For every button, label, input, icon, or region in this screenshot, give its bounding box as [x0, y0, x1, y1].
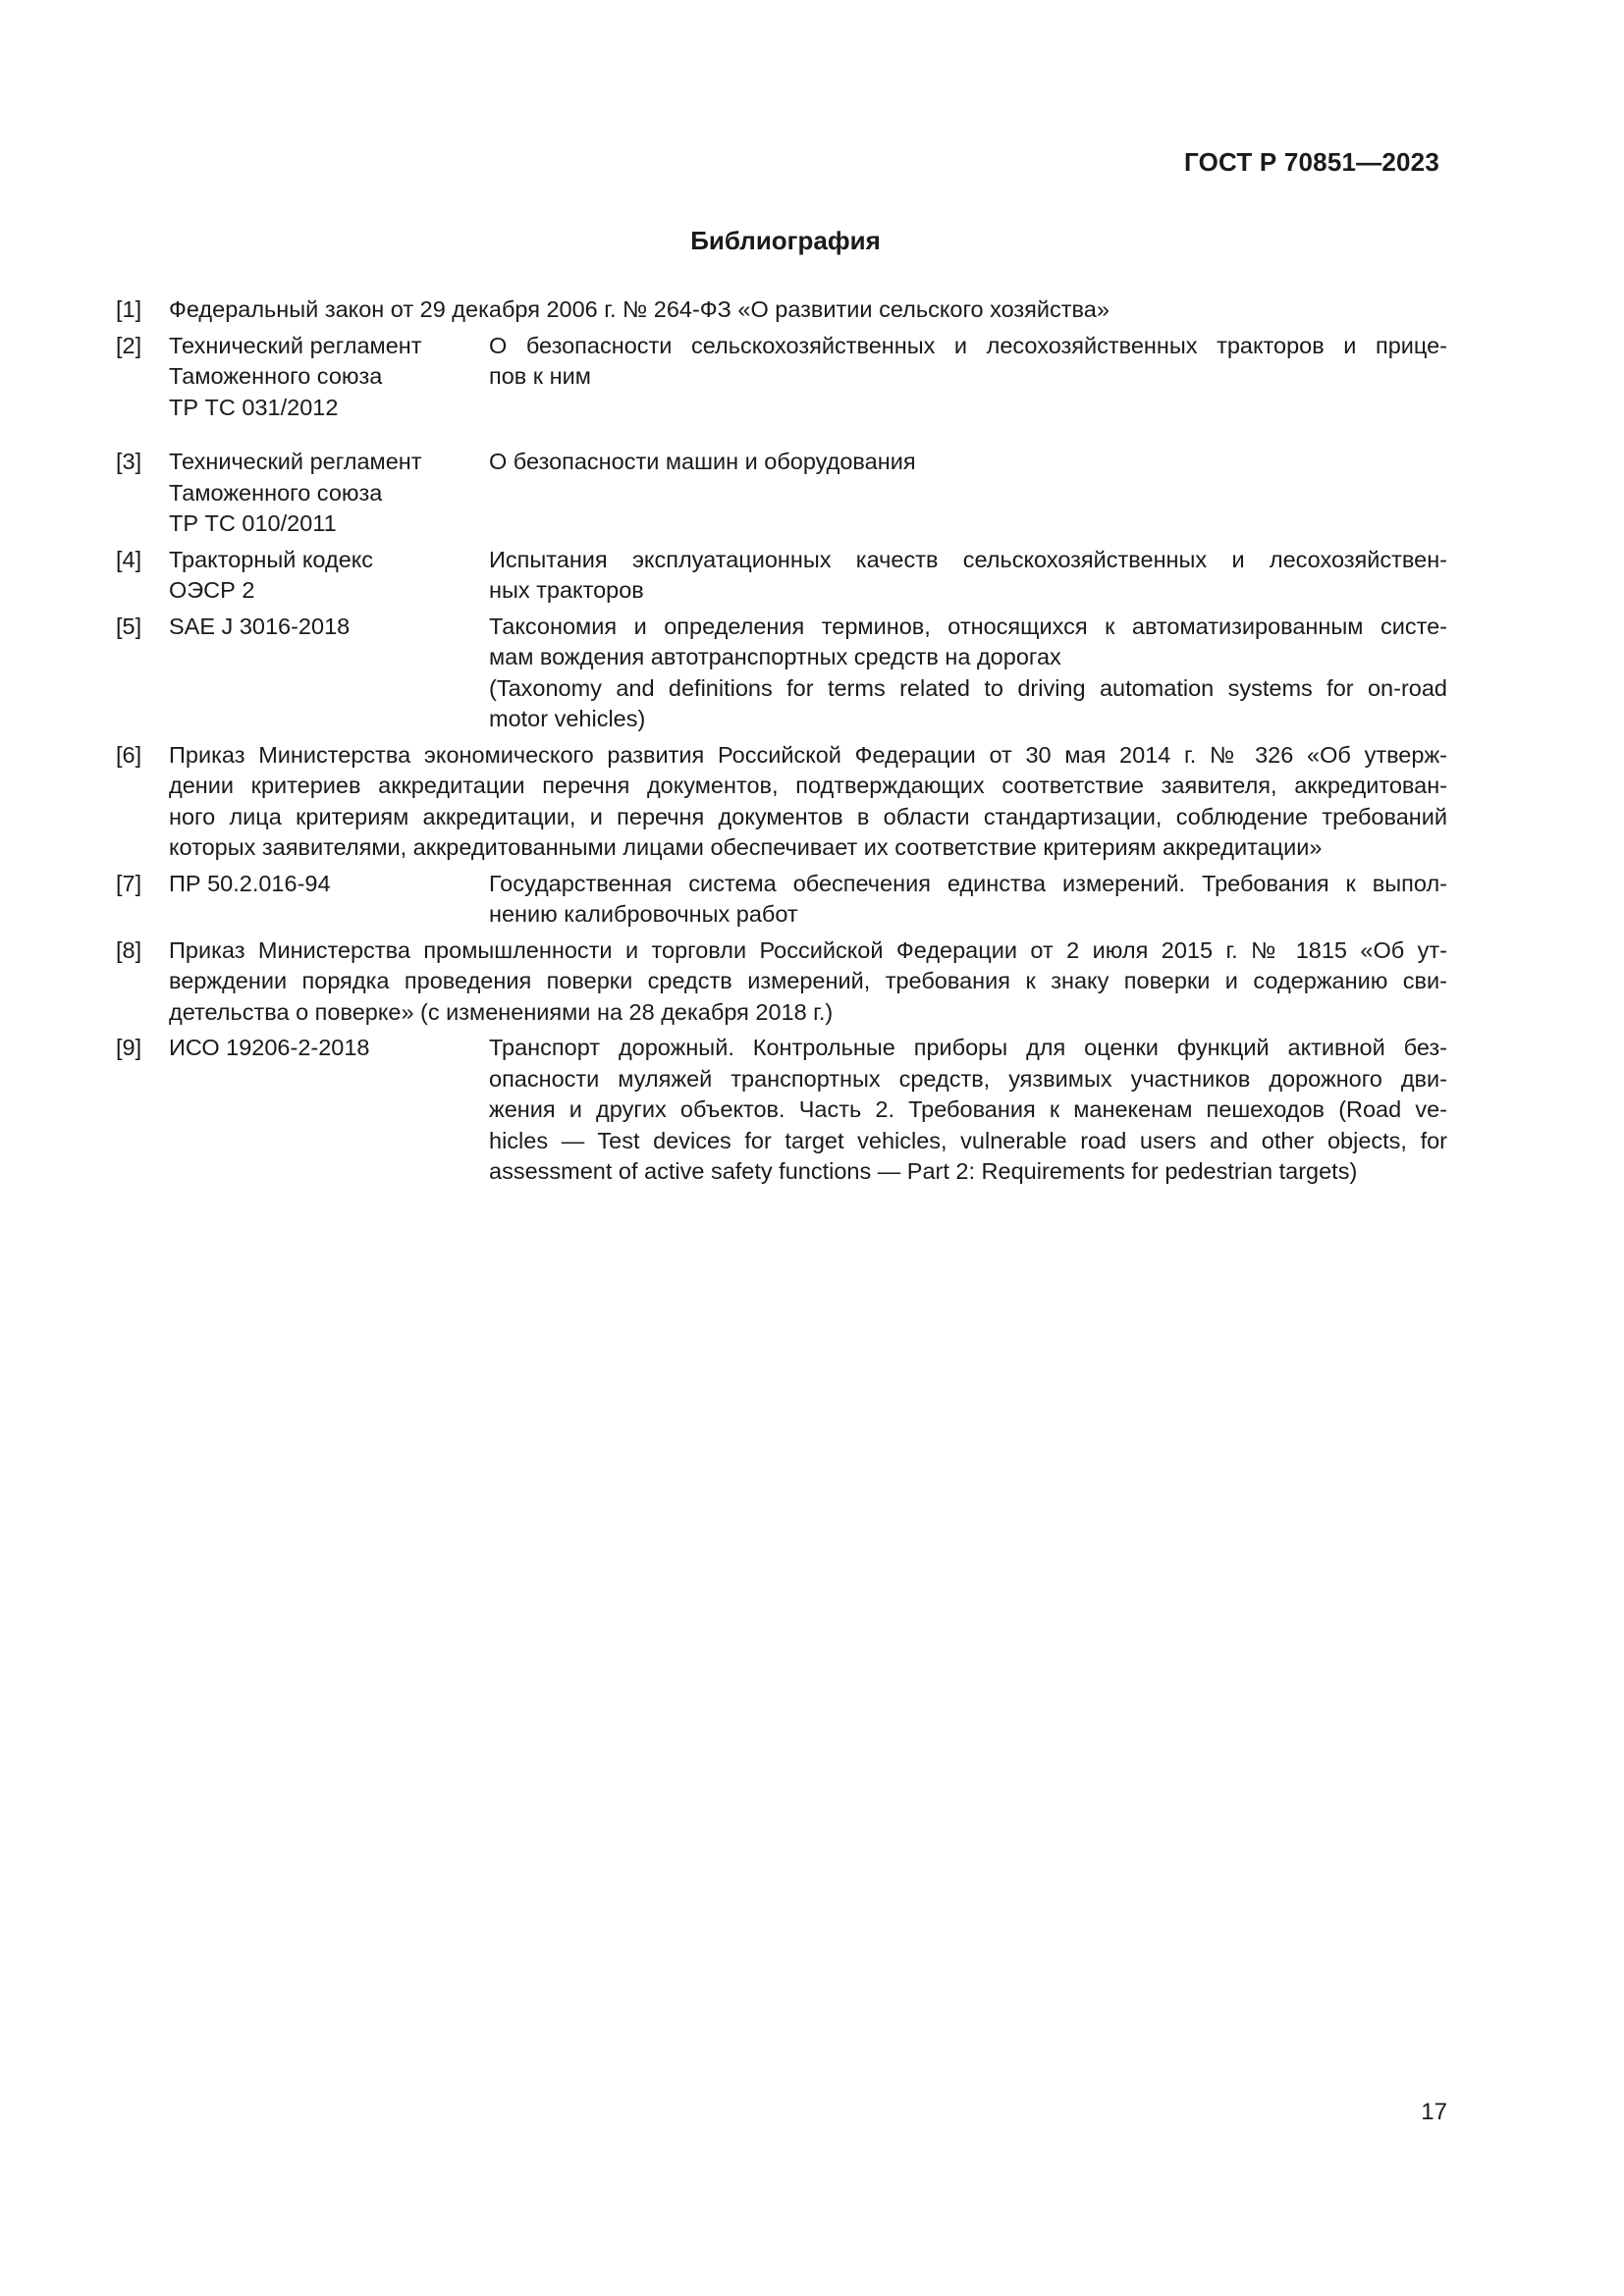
entry-source-line: ТР ТС 031/2012 — [169, 394, 339, 420]
entry-source — [169, 612, 489, 735]
entry-number: [1] — [116, 296, 142, 322]
entry-source-line: Тракторный кодекс — [169, 546, 374, 572]
entry-description — [489, 331, 1447, 424]
entry-description-line: опасности муляжей транспортных средств, уязвимых участников дорожного дви- — [489, 1065, 1447, 1092]
entry-number: [7] — [116, 870, 142, 896]
entry-description — [489, 447, 1447, 540]
entry-source-line: Таможенного союза — [169, 363, 383, 389]
bibliography-entry — [116, 740, 1447, 864]
entry-text-line: которых заявителями, аккредитованными лицами обеспечивает их соответствие критериям аккредитации» — [169, 834, 1323, 860]
entry-source-line: SAE J 3016-2018 — [169, 613, 351, 639]
entry-source — [169, 447, 489, 540]
entry-source-line: ТР ТС 010/2011 — [169, 510, 337, 536]
entry-description — [489, 869, 1447, 931]
entry-description-line: motor vehicles) — [489, 706, 646, 731]
entry-description-line: hicles — Test devices for target vehicles, vulnerable road users and other objects, for — [489, 1127, 1447, 1153]
page-number: 17 — [1421, 2099, 1447, 2125]
entry-description-line: assessment of active safety functions — Part 2: Requirements for pedestrian targets) — [489, 1158, 1358, 1184]
entry-description-line: пов к ним — [489, 363, 591, 389]
entry-number: [3] — [116, 449, 142, 474]
bibliography-list — [116, 294, 1447, 1193]
entry-description — [489, 612, 1447, 735]
bibliography-entry — [116, 935, 1447, 1029]
bibliography-entry — [116, 545, 1447, 607]
entry-text-line: ного лица критериям аккредитации, и перечня документов в области стандартизации, соблюдение требований — [169, 803, 1447, 829]
entry-description-line: О безопасности сельскохозяйственных и лесохозяйственных тракторов и прице- — [489, 332, 1447, 358]
entry-text-line: Приказ Министерства промышленности и торговли Российской Федерации от 2 июля 2015 г. № 1815 «Об ут- — [169, 936, 1447, 963]
bibliography-entry — [116, 1033, 1447, 1188]
entry-number: [6] — [116, 741, 142, 768]
entry-text-line: дении критериев аккредитации перечня документов, подтверждающих соответствие заявителя, аккредитован- — [169, 773, 1447, 798]
entry-number: [9] — [116, 1035, 142, 1060]
bibliography-entry — [116, 612, 1447, 735]
entry-text-line: Федеральный закон от 29 декабря 2006 г. № 264-ФЗ «О развитии сельского хозяйства» — [169, 296, 1110, 322]
bibliography-entry — [116, 869, 1447, 931]
entry-source-line: ОЭСР 2 — [169, 577, 255, 603]
entry-text — [169, 294, 1447, 326]
bibliography-entry — [116, 331, 1447, 424]
entry-description — [489, 545, 1447, 607]
entry-text — [169, 935, 1447, 1029]
entry-source-line: Технический регламент — [169, 332, 422, 358]
entry-description-line: Таксономия и определения терминов, относящихся к автоматизированным систе- — [489, 613, 1447, 639]
entry-description-line: жения и других объектов. Часть 2. Требования к манекенам пешеходов (Road ve- — [489, 1096, 1447, 1122]
entry-description-line: (Taxonomy and definitions for terms related to driving automation systems for on-road — [489, 674, 1447, 701]
entry-text-line: верждении порядка проведения поверки средств измерений, требования к знаку поверки и содержанию сви- — [169, 968, 1447, 993]
entry-number: [8] — [116, 936, 142, 963]
entry-number: [5] — [116, 613, 142, 639]
entry-number: [2] — [116, 332, 142, 358]
entry-source — [169, 1033, 489, 1188]
entry-description-line: ных тракторов — [489, 577, 644, 603]
bibliography-entry — [116, 294, 1447, 326]
entry-source — [169, 869, 489, 931]
entry-number: [4] — [116, 546, 142, 572]
page-title: Библиография — [690, 226, 881, 255]
entry-description-line: нению калибровочных работ — [489, 901, 798, 927]
entry-description — [489, 1033, 1447, 1188]
entry-description-line: Испытания эксплуатационных качеств сельскохозяйственных и лесохозяйствен- — [489, 546, 1447, 572]
entry-description-line: Государственная система обеспечения единства измерений. Требования к выпол- — [489, 870, 1447, 896]
entry-source-line: Технический регламент — [169, 449, 422, 474]
bibliography-entry — [116, 447, 1447, 540]
entry-text-line: Приказ Министерства экономического развития Российской Федерации от 30 мая 2014 г. № 326 «Об утверж- — [169, 741, 1447, 768]
entry-source-line: ИСО 19206-2-2018 — [169, 1035, 370, 1060]
entry-description-line: Транспорт дорожный. Контрольные приборы для оценки функций активной без- — [489, 1035, 1447, 1060]
entry-source — [169, 331, 489, 424]
entry-source-line: Таможенного союза — [169, 479, 383, 506]
entry-description-line: мам вождения автотранспортных средств на дорогах — [489, 644, 1061, 669]
entry-text-line: детельства о поверке» (с изменениями на 28 декабря 2018 г.) — [169, 998, 834, 1025]
document-code: ГОСТ Р 70851—2023 — [1184, 147, 1439, 177]
entry-text — [169, 740, 1447, 864]
entry-source-line: ПР 50.2.016-94 — [169, 870, 331, 896]
entry-source — [169, 545, 489, 607]
entry-description-line: О безопасности машин и оборудования — [489, 449, 916, 474]
